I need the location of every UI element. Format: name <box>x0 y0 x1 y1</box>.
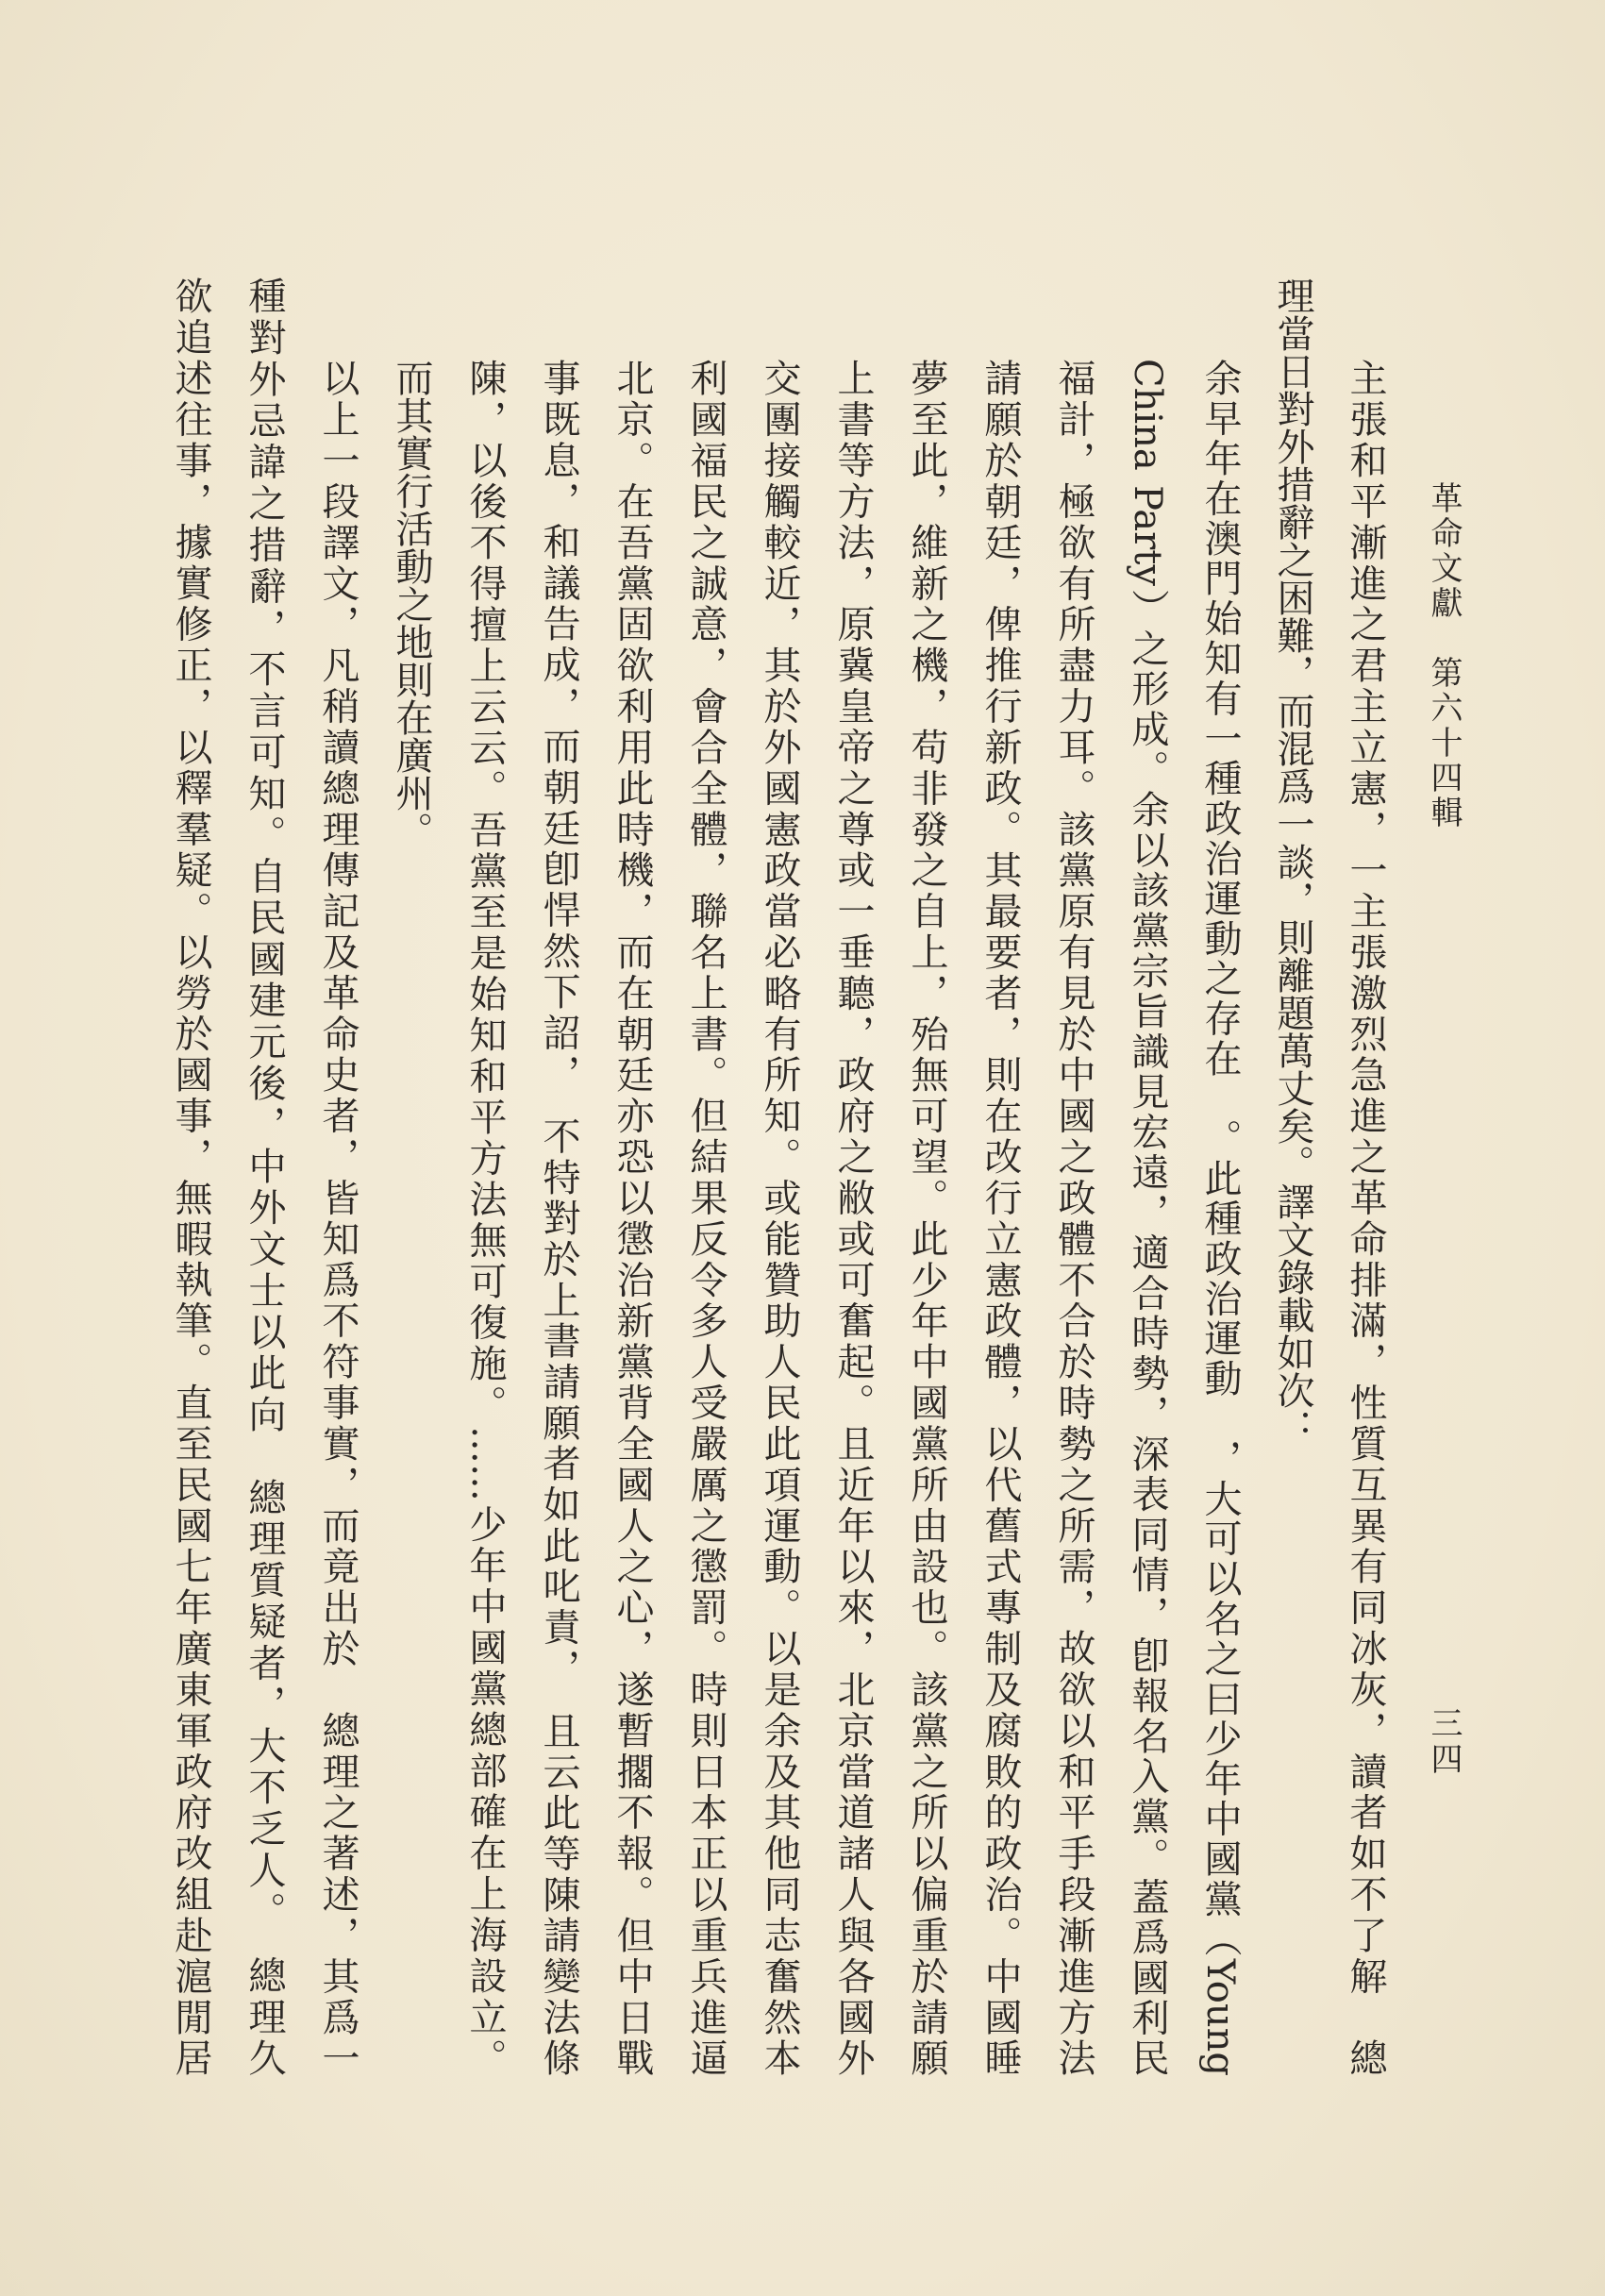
text-column: China Party）之形成。余以該黨宗旨識見宏遠，適合時勢，深表同情，卽報名入黨。蓋爲國利民 <box>1126 359 1169 2076</box>
text-column: 種對外忌諱之措辭，不言可知。自民國建元後，中外文士以此向 總理質疑者，大不乏人。 總理久 <box>242 277 286 2076</box>
text-column: 理當日對外措辭之困難，而混爲一談，則離題萬丈矣。譯文錄載如次： <box>1271 277 1314 1447</box>
text-column: 以上一段譯文，凡稍讀總理傳記及革命史者，皆知爲不符事實，而竟出於 總理之著述，其爲一 <box>316 359 359 2076</box>
text-column: 主張和平漸進之君主立憲，一主張激烈急進之革命排滿，性質互異有同冰灰，讀者如不了解 總 <box>1344 359 1387 2076</box>
text-column: 利國福民之誠意，會合全體，聯名上書。但結果反令多人受嚴厲之懲罰。時則日本正以重兵進逼 <box>684 359 727 2076</box>
running-header: 革命文獻 第六十四輯 <box>1425 481 1463 830</box>
text-column: 余早年在澳門始知有一種政治運動之存在 。此種政治運動 ，大可以名之曰少年中國黨（Young <box>1198 359 1242 2076</box>
text-column: 而其實行活動之地則在廣州。 <box>390 359 433 849</box>
text-column: 事既息，和議告成，而朝廷卽悍然下詔， 不特對於上書請願者如此叱責， 且云此等陳請變法條 <box>537 359 580 2076</box>
text-column: 欲追述往事，據實修正，以釋羣疑。以勞於國事，無暇執筆。直至民國七年廣東軍政府改組赴滬閒居 <box>169 277 212 2076</box>
text-column: 夢至此，維新之機，苟非發之自上，殆無可望。此少年中國黨所由設也。該黨之所以偏重於請願 <box>905 359 948 2076</box>
text-column: 交團接觸較近，其於外國憲政當必略有所知。或能贊助人民此項運動。以是余及其他同志奮然本 <box>758 359 801 2076</box>
page-number: 三四 <box>1425 1706 1463 1778</box>
text-column: 陳，以後不得擅上云云。吾黨至是始知和平方法無可復施。……少年中國黨總部確在上海設立。 <box>463 359 507 2076</box>
text-column: 北京。在吾黨固欲利用此時機，而在朝廷亦恐以懲治新黨背全國人之心，遂暫擱不報。但中日戰 <box>610 359 654 2076</box>
text-column: 請願於朝廷，俾推行新政。其最要者，則在改行立憲政體，以代舊式專制及腐敗的政治。中國睡 <box>978 359 1022 2076</box>
text-column: 上書等方法，原冀皇帝之尊或一垂聽，政府之敝或可奮起。且近年以來，北京當道諸人與各國外 <box>831 359 875 2076</box>
text-column: 福計，極欲有所盡力耳。該黨原有見於中國之政體不合於時勢之所需，故欲以和平手段漸進方法 <box>1052 359 1095 2076</box>
